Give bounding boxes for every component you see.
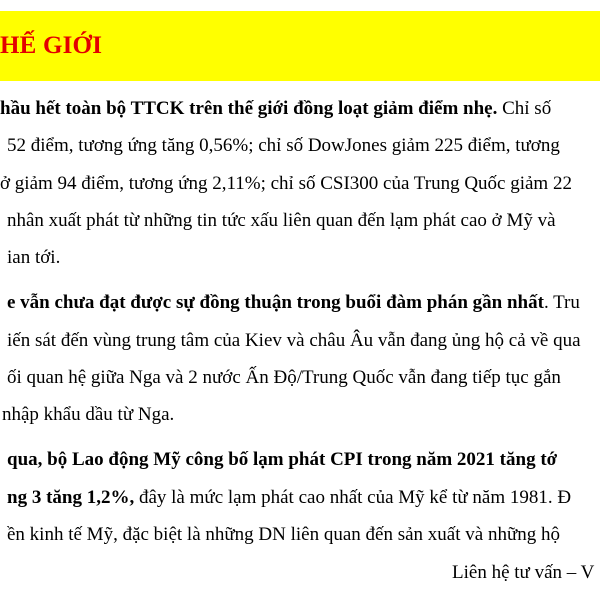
bold-lead: hầu hết toàn bộ TTCK trên thế giới đồng loạt giảm điểm nhẹ. xyxy=(0,98,498,119)
line-text: đây là mức lạm phát cao nhất của Mỹ kể từ năm 1981. Đ xyxy=(134,487,572,508)
bold-lead: ng 3 tăng 1,2%, xyxy=(7,487,135,508)
line-text: ở giảm 94 điểm, tương ứng 2,11%; chỉ số CSI300 của Trung Quốc giảm 22 xyxy=(0,173,572,194)
line-text: ian tới. xyxy=(7,247,61,268)
line-text: nhân xuất phát từ những tin tức xấu liên quan đến lạm phát cao ở Mỹ và xyxy=(7,210,556,231)
line-text: . Tru xyxy=(543,292,580,313)
paragraph-2-line-1 xyxy=(7,291,580,315)
contact-footer: Liên hệ tư vấn – V xyxy=(452,562,595,583)
line-text: ền kinh tế Mỹ, đặc biệt là những DN liên quan đến sản xuất và những hộ xyxy=(7,524,561,545)
paragraph-3-line-2 xyxy=(7,486,571,510)
paragraph-1-line-5 xyxy=(7,246,60,270)
paragraph-1-line-1 xyxy=(0,97,551,121)
section-title: HẾ GIỚI xyxy=(0,32,103,59)
line-text: 52 điểm, tương ứng tăng 0,56%; chỉ số DowJones giảm 225 điểm, tương xyxy=(7,135,560,156)
line-text: iến sát đến vùng trung tâm của Kiev và châu Âu vẫn đang ủng hộ cả về qua xyxy=(7,330,581,351)
paragraph-2-line-4 xyxy=(2,403,174,427)
line-text: ối quan hệ giữa Nga và 2 nước Ấn Độ/Trung Quốc vẫn đang tiếp tục gắn xyxy=(7,367,561,388)
paragraph-1-line-3 xyxy=(0,172,572,196)
section-banner xyxy=(0,11,600,81)
paragraph-1-line-4 xyxy=(7,209,556,233)
bold-lead: e vẫn chưa đạt được sự đồng thuận trong buổi đàm phán gần nhất xyxy=(7,292,544,313)
paragraph-3-line-1 xyxy=(7,448,557,472)
line-text: Chỉ số xyxy=(497,98,552,119)
paragraph-2-line-3 xyxy=(7,366,561,390)
paragraph-3-line-3 xyxy=(7,523,560,547)
bold-lead: qua, bộ Lao động Mỹ công bố lạm phát CPI trong năm 2021 tăng tớ xyxy=(7,449,558,470)
paragraph-1-line-2 xyxy=(7,134,560,158)
line-text: nhập khẩu dầu từ Nga. xyxy=(2,404,175,425)
paragraph-2-line-2 xyxy=(7,329,581,353)
